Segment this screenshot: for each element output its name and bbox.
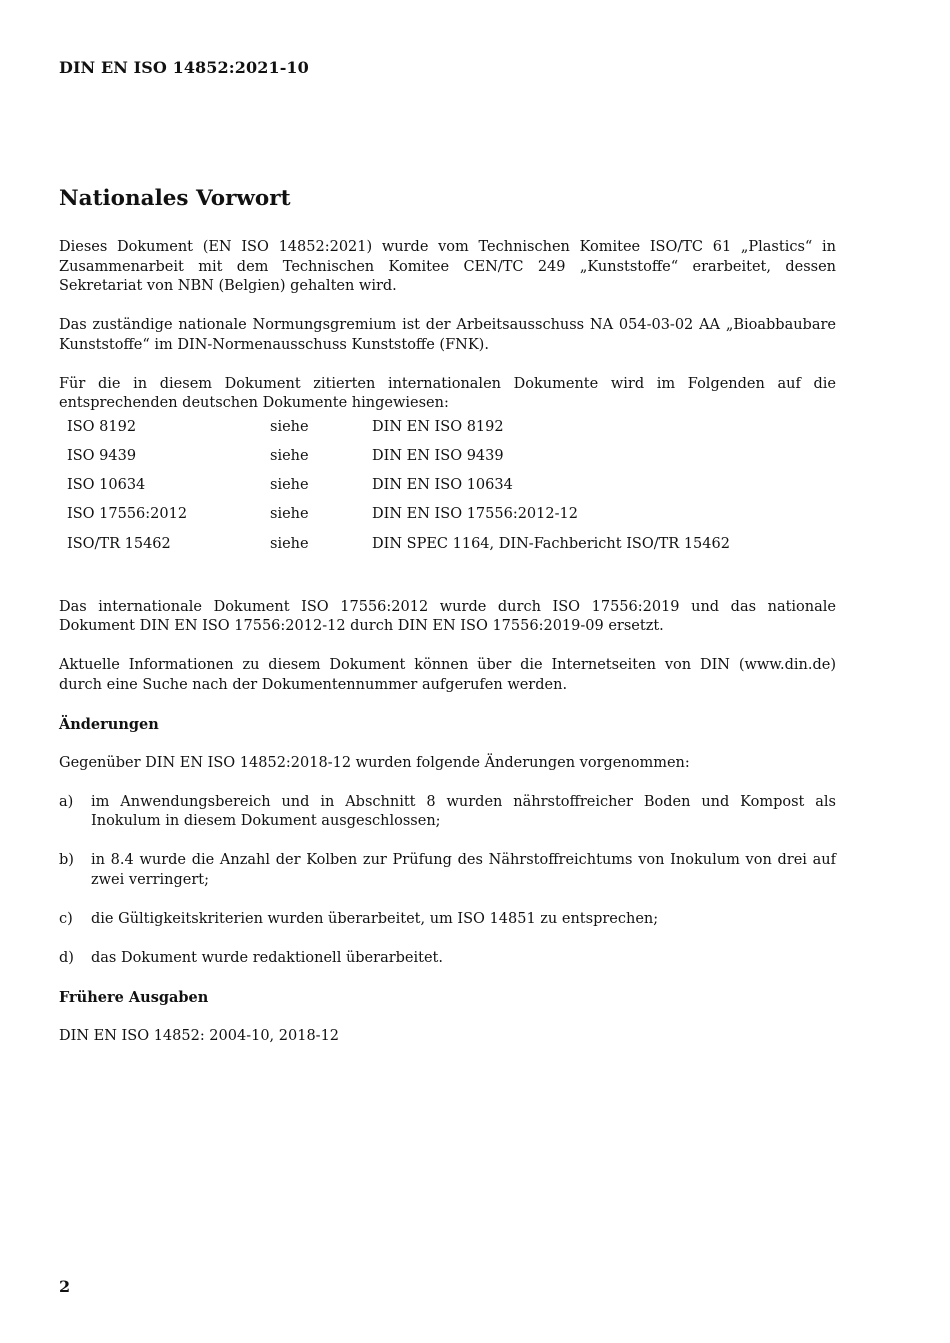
reference-national: DIN EN ISO 8192 [372, 418, 504, 435]
list-item [59, 851, 836, 890]
spacer [59, 564, 836, 598]
paragraph-current-info: Aktuelle Informationen zu diesem Dokument können über die Internetseiten von DIN (www.din.de) durch eine Suche nach der Dokumentennummer aufgerufen werden. [59, 657, 836, 693]
page-number: 2 [59, 1277, 71, 1296]
reference-table [67, 418, 836, 564]
paragraph-references-intro: Für die in diesem Dokument zitierten internationalen Dokumente wird im Folgenden auf die entsprechenden deutschen Dokumente hingewiesen: [59, 375, 836, 411]
earlier-editions-text: DIN EN ISO 14852: 2004-10, 2018-12 [59, 1027, 340, 1044]
paragraph-replacement: Das internationale Dokument ISO 17556:2012 wurde durch ISO 17556:2019 und das nationale Dokument DIN EN ISO 17556:2012-12 durch DIN EN ISO 17556:2019-09 ersetzt. [59, 598, 836, 635]
list-item-label: a) [59, 793, 74, 810]
list-item-label: c) [59, 910, 73, 927]
reference-international: ISO 9439 [67, 447, 137, 464]
changes-intro: Gegenüber DIN EN ISO 14852:2018-12 wurden folgende Änderungen vorgenommen: [59, 754, 690, 771]
reference-relation: siehe [270, 535, 309, 552]
reference-international: ISO 8192 [67, 418, 137, 435]
paragraph-committee: Dieses Dokument (EN ISO 14852:2021) wurde vom Technischen Komitee ISO/TC 61 „Plastics“ in Zusammenarbeit mit dem Technischen Komitee CEN/TC 249 „Kunststoffe“ erarbeitet, dessen Sekretariat von NBN (Belgien) gehalten wird. [59, 239, 836, 294]
list-item [59, 949, 836, 969]
reference-national: DIN EN ISO 9439 [372, 447, 504, 464]
list-item-label: b) [59, 852, 74, 869]
document-id-header: DIN EN ISO 14852:2021-10 [59, 58, 309, 77]
reference-international: ISO 17556:2012 [67, 506, 188, 523]
reference-international: ISO 10634 [67, 477, 146, 494]
changes-heading: Änderungen [59, 715, 159, 733]
reference-row [67, 535, 836, 564]
list-item-label: d) [59, 949, 74, 966]
reference-national: DIN EN ISO 17556:2012-12 [372, 506, 578, 523]
paragraph-national-body: Das zuständige nationale Normungsgremium ist der Arbeitsausschuss NA 054-03-02 AA „Bioabbaubare Kunststoffe“ im DIN-Normenausschuss Kunststoffe (FNK). [59, 317, 836, 353]
list-item [59, 793, 836, 832]
reference-relation: siehe [270, 447, 309, 464]
reference-relation: siehe [270, 477, 309, 494]
list-item-text: die Gültigkeitskriterien wurden überarbeitet, um ISO 14851 zu entsprechen; [91, 910, 659, 927]
reference-row [67, 505, 836, 534]
reference-row [67, 447, 836, 476]
reference-international: ISO/TR 15462 [67, 535, 171, 552]
list-item-text: das Dokument wurde redaktionell überarbeitet. [91, 949, 443, 966]
earlier-editions-heading: Frühere Ausgaben [59, 988, 209, 1006]
list-item-text: in 8.4 wurde die Anzahl der Kolben zur Prüfung des Nährstoffreichtums von Inokulum von drei auf zwei verringert; [91, 852, 836, 888]
reference-row [67, 418, 836, 447]
reference-national: DIN EN ISO 10634 [372, 477, 513, 494]
list-item-text: im Anwendungsbereich und in Abschnitt 8 wurden nährstoffreicher Boden und Kompost als Inokulum in diesem Dokument ausgeschlossen; [91, 793, 836, 830]
document-body [59, 238, 836, 1066]
reference-row [67, 476, 836, 505]
reference-relation: siehe [270, 418, 309, 435]
reference-national: DIN SPEC 1164, DIN-Fachbericht ISO/TR 15462 [372, 535, 730, 552]
page-title: Nationales Vorwort [59, 186, 291, 211]
reference-relation: siehe [270, 506, 309, 523]
list-item [59, 910, 836, 930]
